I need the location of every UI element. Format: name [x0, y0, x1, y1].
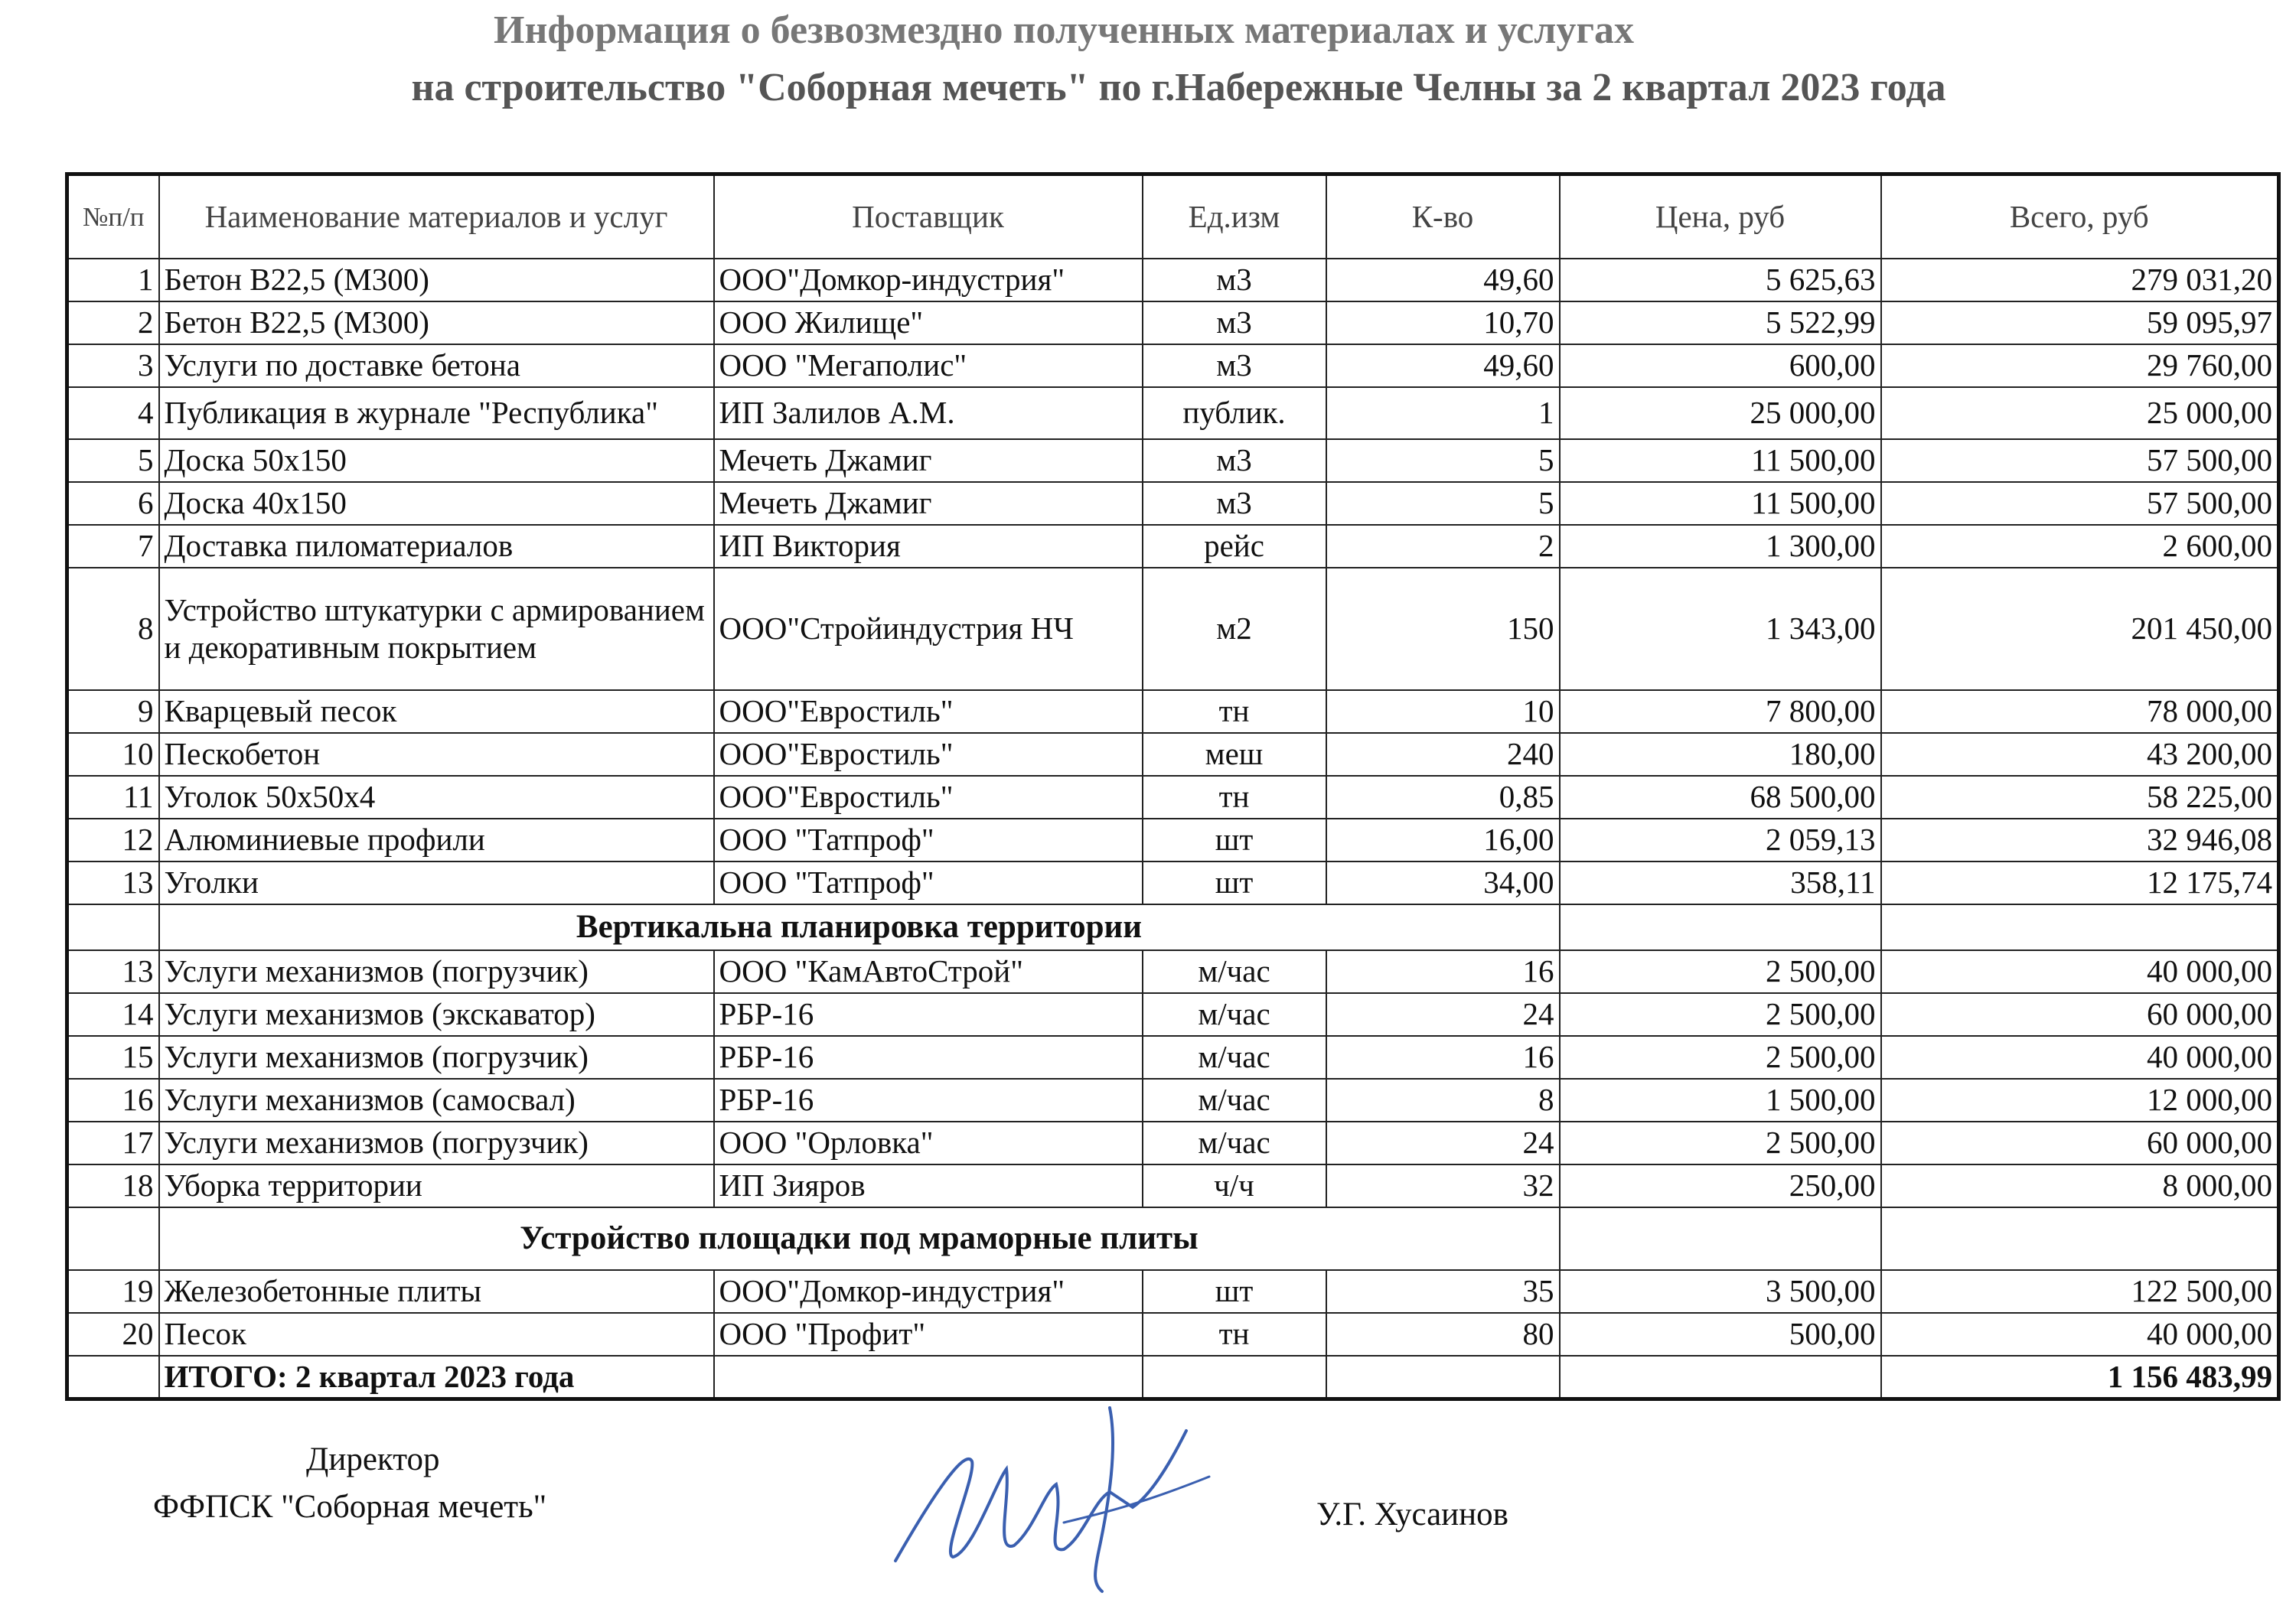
row-price: 3 500,00: [1560, 1270, 1881, 1313]
row-unit: ч/ч: [1143, 1164, 1326, 1207]
table-row: [67, 861, 2279, 904]
section-title: Устройство площадки под мраморные плиты: [159, 1207, 1560, 1270]
header-unit: Ед.изм: [1143, 174, 1326, 259]
row-supplier: ИП Виктория: [714, 525, 1143, 568]
row-total: 122 500,00: [1881, 1270, 2279, 1313]
row-name: Доска 40х150: [159, 482, 714, 525]
row-total: 12 175,74: [1881, 861, 2279, 904]
header-num: №п/п: [67, 174, 159, 259]
row-total: 201 450,00: [1881, 568, 2279, 690]
row-name: Публикация в журнале "Республика": [159, 387, 714, 439]
row-number: 13: [67, 950, 159, 993]
row-name: Кварцевый песок: [159, 690, 714, 733]
row-name: Доставка пиломатериалов: [159, 525, 714, 568]
row-price: 600,00: [1560, 344, 1881, 387]
row-number: 18: [67, 1164, 159, 1207]
table-row: [67, 439, 2279, 482]
table-row: [67, 1079, 2279, 1122]
row-unit: м3: [1143, 301, 1326, 344]
row-qty: 16,00: [1326, 819, 1560, 861]
row-name: Услуги механизмов (погрузчик): [159, 950, 714, 993]
row-supplier: ООО"Домкор-индустрия": [714, 259, 1143, 301]
row-number: 9: [67, 690, 159, 733]
section-header-vertical-planning: [67, 904, 2279, 950]
table-row: [67, 1036, 2279, 1079]
row-total: 60 000,00: [1881, 993, 2279, 1036]
row-total: 40 000,00: [1881, 950, 2279, 993]
row-total: 2 600,00: [1881, 525, 2279, 568]
row-number: 6: [67, 482, 159, 525]
row-unit: рейс: [1143, 525, 1326, 568]
table-header-row: [67, 174, 2279, 259]
row-unit: м3: [1143, 439, 1326, 482]
row-number: 16: [67, 1079, 159, 1122]
empty-cell: [1560, 904, 1881, 950]
empty-cell: [1326, 1356, 1560, 1399]
row-total: 58 225,00: [1881, 776, 2279, 819]
empty-cell: [1560, 1207, 1881, 1270]
row-price: 500,00: [1560, 1313, 1881, 1356]
table-row: [67, 993, 2279, 1036]
table-row: [67, 1164, 2279, 1207]
row-total: 57 500,00: [1881, 482, 2279, 525]
row-name: Услуги механизмов (погрузчик): [159, 1122, 714, 1164]
row-qty: 150: [1326, 568, 1560, 690]
row-unit: м3: [1143, 482, 1326, 525]
row-qty: 5: [1326, 439, 1560, 482]
row-unit: шт: [1143, 819, 1326, 861]
section-header-marble-slabs: [67, 1207, 2279, 1270]
row-unit: шт: [1143, 861, 1326, 904]
row-unit: шт: [1143, 1270, 1326, 1313]
document-title: Информация о безвозмездно полученных материалах и услугах: [494, 8, 1634, 52]
row-unit: м/час: [1143, 1036, 1326, 1079]
materials-table: [65, 172, 2281, 1401]
row-qty: 24: [1326, 1122, 1560, 1164]
row-supplier: РБР-16: [714, 993, 1143, 1036]
director-label: Директор: [306, 1441, 440, 1477]
row-supplier: Мечеть Джамиг: [714, 482, 1143, 525]
header-price: Цена, руб: [1560, 174, 1881, 259]
row-price: 7 800,00: [1560, 690, 1881, 733]
row-price: 68 500,00: [1560, 776, 1881, 819]
row-total: 40 000,00: [1881, 1313, 2279, 1356]
empty-cell: [714, 1356, 1143, 1399]
empty-cell: [1881, 1207, 2279, 1270]
row-unit: м3: [1143, 344, 1326, 387]
row-qty: 16: [1326, 950, 1560, 993]
row-qty: 240: [1326, 733, 1560, 776]
row-total: 57 500,00: [1881, 439, 2279, 482]
row-price: 11 500,00: [1560, 482, 1881, 525]
row-price: 2 500,00: [1560, 1036, 1881, 1079]
row-number: 2: [67, 301, 159, 344]
row-price: 358,11: [1560, 861, 1881, 904]
row-supplier: ООО "Мегаполис": [714, 344, 1143, 387]
table-row: [67, 301, 2279, 344]
total-value: 1 156 483,99: [1881, 1356, 2279, 1399]
row-qty: 0,85: [1326, 776, 1560, 819]
table-row: [67, 1270, 2279, 1313]
total-row: [67, 1356, 2279, 1399]
row-supplier: РБР-16: [714, 1036, 1143, 1079]
empty-cell: [1881, 904, 2279, 950]
table-body: [67, 259, 2279, 1399]
row-supplier: ООО "Татпроф": [714, 819, 1143, 861]
row-unit: меш: [1143, 733, 1326, 776]
table-row: [67, 482, 2279, 525]
table-row: [67, 690, 2279, 733]
row-number: 14: [67, 993, 159, 1036]
document-subtitle: на строительство "Соборная мечеть" по г.Набережные Челны за 2 квартал 2023 года: [411, 66, 1946, 109]
row-name: Услуги механизмов (самосвал): [159, 1079, 714, 1122]
section-title: Вертикальна планировка территории: [159, 904, 1560, 950]
row-price: 2 500,00: [1560, 950, 1881, 993]
row-unit: тн: [1143, 776, 1326, 819]
row-unit: тн: [1143, 690, 1326, 733]
row-qty: 10,70: [1326, 301, 1560, 344]
row-supplier: ООО "Профит": [714, 1313, 1143, 1356]
row-name: Уголки: [159, 861, 714, 904]
row-price: 5 522,99: [1560, 301, 1881, 344]
director-name: У.Г. Хусаинов: [1316, 1497, 1508, 1532]
row-qty: 80: [1326, 1313, 1560, 1356]
row-price: 2 059,13: [1560, 819, 1881, 861]
row-qty: 2: [1326, 525, 1560, 568]
table-row: [67, 568, 2279, 690]
row-unit: м/час: [1143, 1122, 1326, 1164]
row-supplier: ООО "КамАвтоСтрой": [714, 950, 1143, 993]
row-supplier: ИП Залилов А.М.: [714, 387, 1143, 439]
row-supplier: ООО"Евростиль": [714, 690, 1143, 733]
row-price: 2 500,00: [1560, 993, 1881, 1036]
row-number: 1: [67, 259, 159, 301]
row-qty: 49,60: [1326, 259, 1560, 301]
row-name: Устройство штукатурки с армированием и декоративным покрытием: [159, 568, 714, 690]
row-total: 25 000,00: [1881, 387, 2279, 439]
row-number: 3: [67, 344, 159, 387]
row-total: 12 000,00: [1881, 1079, 2279, 1122]
row-qty: 24: [1326, 993, 1560, 1036]
row-name: Песок: [159, 1313, 714, 1356]
header-total: Всего, руб: [1881, 174, 2279, 259]
row-unit: м3: [1143, 259, 1326, 301]
table-row: [67, 387, 2279, 439]
row-qty: 34,00: [1326, 861, 1560, 904]
row-qty: 1: [1326, 387, 1560, 439]
row-unit: публик.: [1143, 387, 1326, 439]
row-qty: 5: [1326, 482, 1560, 525]
table-row: [67, 1122, 2279, 1164]
table-row: [67, 1313, 2279, 1356]
signature-image: [880, 1400, 1217, 1599]
row-name: Услуги по доставке бетона: [159, 344, 714, 387]
row-unit: м/час: [1143, 950, 1326, 993]
row-price: 1 343,00: [1560, 568, 1881, 690]
row-total: 59 095,97: [1881, 301, 2279, 344]
table-row: [67, 344, 2279, 387]
total-label: ИТОГО: 2 квартал 2023 года: [159, 1356, 714, 1399]
empty-cell: [1143, 1356, 1326, 1399]
row-unit: м2: [1143, 568, 1326, 690]
row-supplier: Мечеть Джамиг: [714, 439, 1143, 482]
row-qty: 10: [1326, 690, 1560, 733]
row-price: 11 500,00: [1560, 439, 1881, 482]
row-number: 7: [67, 525, 159, 568]
row-total: 8 000,00: [1881, 1164, 2279, 1207]
row-number: 11: [67, 776, 159, 819]
row-price: 2 500,00: [1560, 1122, 1881, 1164]
row-supplier: ООО "Орловка": [714, 1122, 1143, 1164]
row-name: Бетон В22,5 (М300): [159, 259, 714, 301]
row-number: 5: [67, 439, 159, 482]
header-name: Наименование материалов и услуг: [159, 174, 714, 259]
row-supplier: ООО "Татпроф": [714, 861, 1143, 904]
row-qty: 35: [1326, 1270, 1560, 1313]
row-name: Услуги механизмов (экскаватор): [159, 993, 714, 1036]
table-row: [67, 950, 2279, 993]
table-row: [67, 525, 2279, 568]
row-supplier: ООО"Стройиндустрия НЧ: [714, 568, 1143, 690]
row-supplier: ИП Зияров: [714, 1164, 1143, 1207]
row-total: 279 031,20: [1881, 259, 2279, 301]
row-name: Уборка территории: [159, 1164, 714, 1207]
empty-cell: [1560, 1356, 1881, 1399]
row-unit: тн: [1143, 1313, 1326, 1356]
row-number: 15: [67, 1036, 159, 1079]
row-name: Железобетонные плиты: [159, 1270, 714, 1313]
empty-cell: [67, 904, 159, 950]
row-name: Уголок 50х50х4: [159, 776, 714, 819]
row-price: 1 500,00: [1560, 1079, 1881, 1122]
row-price: 25 000,00: [1560, 387, 1881, 439]
row-number: 12: [67, 819, 159, 861]
row-number: 20: [67, 1313, 159, 1356]
row-total: 32 946,08: [1881, 819, 2279, 861]
table-row: [67, 259, 2279, 301]
row-price: 1 300,00: [1560, 525, 1881, 568]
row-number: 10: [67, 733, 159, 776]
row-total: 78 000,00: [1881, 690, 2279, 733]
row-total: 43 200,00: [1881, 733, 2279, 776]
row-name: Пескобетон: [159, 733, 714, 776]
table-row: [67, 819, 2279, 861]
row-supplier: ООО"Евростиль": [714, 776, 1143, 819]
row-number: 8: [67, 568, 159, 690]
organization-label: ФФПСК "Соборная мечеть": [153, 1489, 547, 1525]
row-price: 180,00: [1560, 733, 1881, 776]
header-supplier: Поставщик: [714, 174, 1143, 259]
table-row: [67, 733, 2279, 776]
row-name: Алюминиевые профили: [159, 819, 714, 861]
row-supplier: ООО Жилище": [714, 301, 1143, 344]
row-number: 4: [67, 387, 159, 439]
row-name: Бетон В22,5 (М300): [159, 301, 714, 344]
row-price: 250,00: [1560, 1164, 1881, 1207]
row-supplier: ООО"Евростиль": [714, 733, 1143, 776]
header-qty: К-во: [1326, 174, 1560, 259]
row-supplier: РБР-16: [714, 1079, 1143, 1122]
row-number: 13: [67, 861, 159, 904]
row-name: Доска 50х150: [159, 439, 714, 482]
empty-cell: [67, 1207, 159, 1270]
empty-cell: [67, 1356, 159, 1399]
row-total: 29 760,00: [1881, 344, 2279, 387]
row-number: 19: [67, 1270, 159, 1313]
row-unit: м/час: [1143, 993, 1326, 1036]
row-qty: 49,60: [1326, 344, 1560, 387]
row-price: 5 625,63: [1560, 259, 1881, 301]
row-supplier: ООО"Домкор-индустрия": [714, 1270, 1143, 1313]
row-number: 17: [67, 1122, 159, 1164]
row-qty: 8: [1326, 1079, 1560, 1122]
row-unit: м/час: [1143, 1079, 1326, 1122]
row-name: Услуги механизмов (погрузчик): [159, 1036, 714, 1079]
table-row: [67, 776, 2279, 819]
row-total: 60 000,00: [1881, 1122, 2279, 1164]
row-total: 40 000,00: [1881, 1036, 2279, 1079]
row-qty: 16: [1326, 1036, 1560, 1079]
row-qty: 32: [1326, 1164, 1560, 1207]
